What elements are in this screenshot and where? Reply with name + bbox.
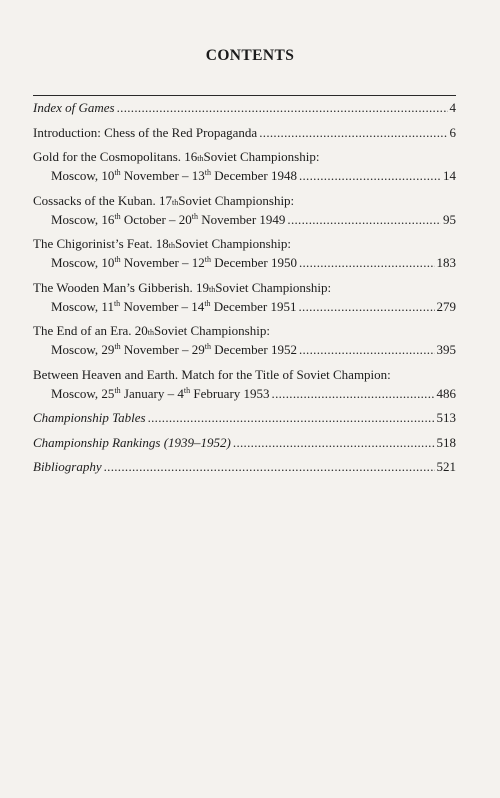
toc-entry-championship-rankings[interactable] — [33, 433, 456, 452]
toc-entry-20th-championship[interactable] — [33, 321, 456, 359]
toc-entry-introduction[interactable] — [33, 123, 456, 142]
entry-title: Cossacks of the Kuban. 17 th Soviet Championship: — [33, 192, 295, 208]
entry-title: Gold for the Cosmopolitans. 16 th Soviet Championship: — [33, 149, 320, 164]
dot-leader — [272, 384, 435, 403]
entry-page: 14 — [443, 168, 456, 183]
page-title: CONTENTS — [205, 47, 295, 64]
dot-leader — [299, 340, 435, 359]
dot-leader — [299, 166, 441, 185]
entry-title: Introduction: Chess of the Red Propaganda — [33, 124, 258, 140]
toc-entry-index-of-games[interactable] — [33, 98, 456, 117]
entry-page: 4 — [449, 100, 456, 115]
entry-page: 183 — [436, 255, 456, 270]
dot-leader — [298, 297, 434, 316]
entry-page: 395 — [436, 342, 456, 357]
entry-title: Championship Rankings (1939–1952) — [33, 434, 231, 450]
toc-entry-championship-tables[interactable] — [33, 408, 456, 427]
dot-leader — [148, 408, 435, 427]
toc-entry-bibliography[interactable] — [33, 457, 456, 476]
entry-subtitle: Moscow, 29th November – 29th December 1952 — [51, 342, 297, 357]
toc-entry-18th-championship[interactable] — [33, 234, 456, 272]
dot-leader — [287, 210, 441, 229]
toc-entry-title-match[interactable] — [33, 365, 456, 403]
entry-page: 6 — [449, 124, 456, 140]
entry-subtitle: Moscow, 10th November – 13th December 1948 — [51, 168, 297, 183]
entry-title: Index of Games — [33, 100, 115, 115]
table-of-contents — [33, 98, 456, 476]
title-rule — [33, 95, 456, 96]
entry-title: The Wooden Man’s Gibberish. 19 th Soviet Championship: — [33, 279, 332, 295]
toc-entry-16th-championship[interactable] — [33, 147, 456, 185]
entry-page: 279 — [436, 298, 456, 314]
entry-page: 518 — [436, 434, 456, 450]
dot-leader — [104, 457, 435, 476]
dot-leader — [117, 98, 448, 117]
toc-entry-17th-championship[interactable] — [33, 191, 456, 229]
entry-page: 95 — [443, 211, 456, 227]
entry-subtitle: Moscow, 25th January – 4th February 1953 — [51, 385, 270, 401]
entry-title: Bibliography — [33, 459, 102, 474]
entry-subtitle: Moscow, 10th November – 12th December 1950 — [51, 255, 297, 270]
entry-page: 521 — [436, 459, 456, 474]
entry-title: The End of an Era. 20 th Soviet Championship: — [33, 323, 270, 338]
entry-title: Championship Tables — [33, 410, 146, 425]
entry-page: 486 — [436, 385, 456, 401]
entry-subtitle: Moscow, 16th October – 20th November 1949 — [51, 211, 286, 227]
entry-subtitle: Moscow, 11th November – 14th December 1951 — [51, 298, 297, 314]
dot-leader — [299, 253, 435, 272]
dot-leader — [259, 123, 447, 142]
toc-entry-19th-championship[interactable] — [33, 278, 456, 316]
entry-title: The Chigorinist’s Feat. 18 th Soviet Championship: — [33, 236, 291, 251]
entry-page: 513 — [436, 410, 456, 425]
entry-title: Between Heaven and Earth. Match for the Title of Soviet Champion: — [33, 366, 391, 382]
dot-leader — [233, 433, 435, 452]
